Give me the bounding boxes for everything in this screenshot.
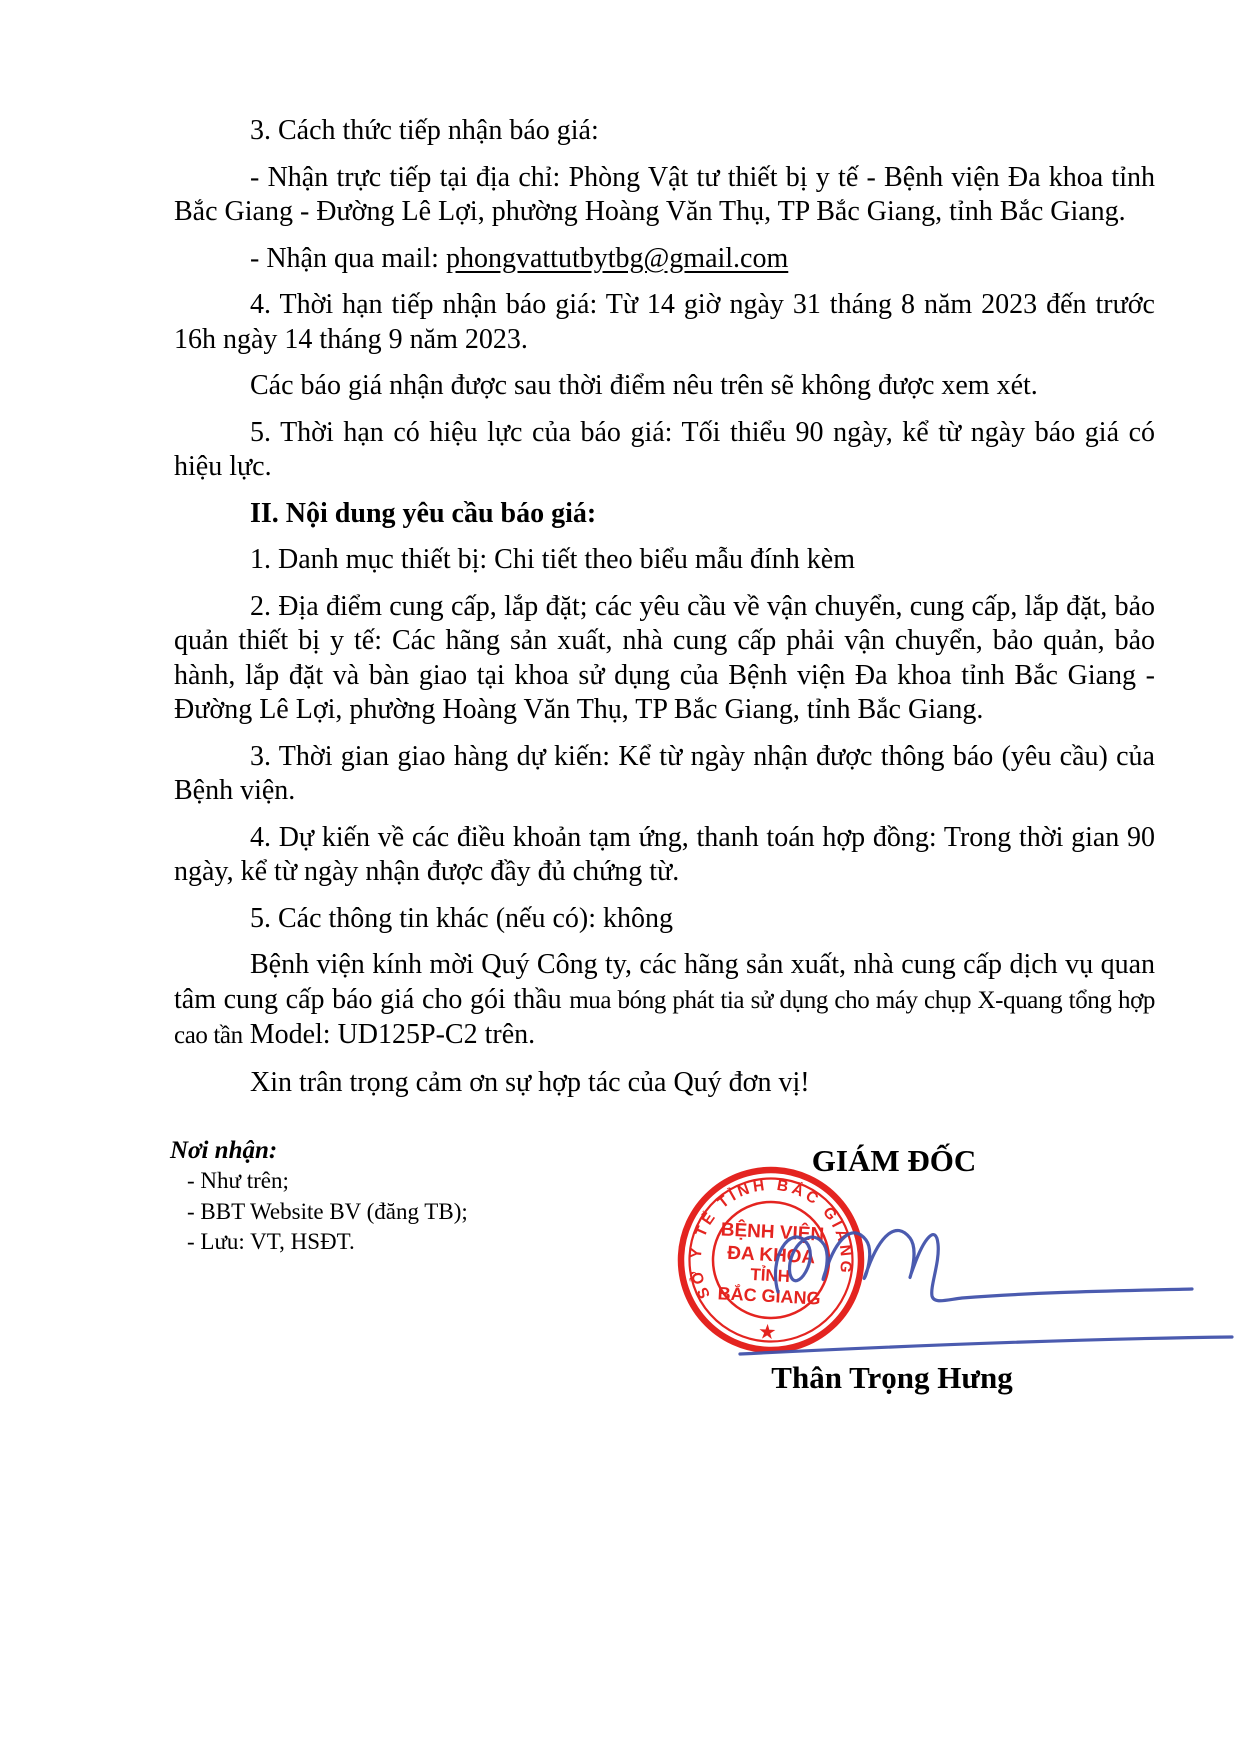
paragraph-ii-item4: 4. Dự kiến về các điều khoản tạm ứng, thanh toán hợp đồng: Trong thời gian 90 ngày, kể từ ngày nhận được đầy đủ chứng từ. [174,821,1155,887]
invitation-prefix: Bệnh viện kính mời Quý Công ty, các hãng sản xuất, nhà cung cấp dịch vụ quan tâm cung cấp báo giá cho gói thầu [174,949,1155,1015]
recipient-item: - Lưu: VT, HSĐT. [187,1229,355,1254]
paragraph-ii-item3: 3. Thời gian giao hàng dự kiến: Kể từ ngày nhận được thông báo (yêu cầu) của Bệnh viện. [174,740,1155,806]
paragraph-ii-item5: 5. Các thông tin khác (nếu có): không [250,902,674,934]
paragraph-item3-heading: 3. Cách thức tiếp nhận báo giá: [250,115,599,146]
signature-ink [640,1140,1240,1370]
paragraph-item4-deadline: 4. Thời hạn tiếp nhận báo giá: Từ 14 giờ ngày 31 tháng 8 năm 2023 đến trước 16h ngày 14 tháng 9 năm 2023. [174,289,1155,355]
stamp-center-line-1: BỆNH VIỆN [720,1219,825,1246]
recipient-item: - Như trên; [187,1168,289,1193]
mail-label: - Nhận qua mail: [250,242,446,274]
signature-title: GIÁM ĐỐC [811,1143,977,1178]
stamp-center-line-3: TỈNH [749,1264,791,1287]
stamp-center-line-4: BẮC GIANG [717,1283,822,1309]
paragraph-invitation [174,948,1155,1054]
paragraph-item3-mail [174,242,1155,277]
recipients-block [170,1136,570,1258]
section-ii-heading: II. Nội dung yêu cầu báo giá: [250,497,597,529]
stamp-ring-text: SỞ Y TẾ TỈNH BẮC GIANG [687,1176,855,1302]
email-link[interactable]: phongvattutbytbg@gmail.com [445,242,789,274]
paragraph-item4-note: Các báo giá nhận được sau thời điểm nêu trên sẽ không được xem xét. [250,370,1038,401]
stamp-star-icon: ★ [758,1321,776,1343]
invitation-suffix: Model: UD125P-C2 trên. [242,1019,536,1050]
paragraph-thanks: Xin trân trọng cảm ơn sự hợp tác của Quý đơn vị! [250,1066,810,1098]
signature-stroke-loops [775,1230,1192,1300]
recipients-title: Nơi nhận: [170,1137,278,1164]
document-body [174,114,1155,1112]
paragraph-item5-validity: 5. Thời hạn có hiệu lực của báo giá: Tối thiểu 90 ngày, kể từ ngày báo giá có hiệu lực. [174,416,1155,482]
recipient-item: - BBT Website BV (đăng TB); [187,1198,468,1224]
paragraph-ii-item1: 1. Danh mục thiết bị: Chi tiết theo biểu mẫu đính kèm [250,544,856,575]
signer-name: Thân Trọng Hưng [771,1360,1013,1395]
paragraph-item3-address: - Nhận trực tiếp tại địa chỉ: Phòng Vật tư thiết bị y tế - Bệnh viện Đa khoa tỉnh Bắc Giang - Đường Lê Lợi, phường Hoàng Văn Thụ, TP Bắc Giang, tỉnh Bắc Giang. [174,161,1155,227]
invitation-package-name: mua bóng phát tia sử dụng cho máy chụp X-quang tổng hợp cao tần [174,986,1155,1049]
signature-stroke-underline [740,1337,1232,1354]
paragraph-ii-item2: 2. Địa điểm cung cấp, lắp đặt; các yêu cầu về vận chuyển, cung cấp, lắp đặt, bảo quản thiết bị y tế: Các hãng sản xuất, nhà cung cấp phải vận chuyển, bảo quản, bảo hành, lắp đặt và bàn giao tại khoa sử dụng của Bệnh viện Đa khoa tỉnh Bắc Giang - Đường Lê Lợi, phường Hoàng Văn Thụ, TP Bắc Giang, tỉnh Bắc Giang. [174,590,1155,725]
stamp-center-line-2: ĐA KHOA [726,1242,816,1269]
